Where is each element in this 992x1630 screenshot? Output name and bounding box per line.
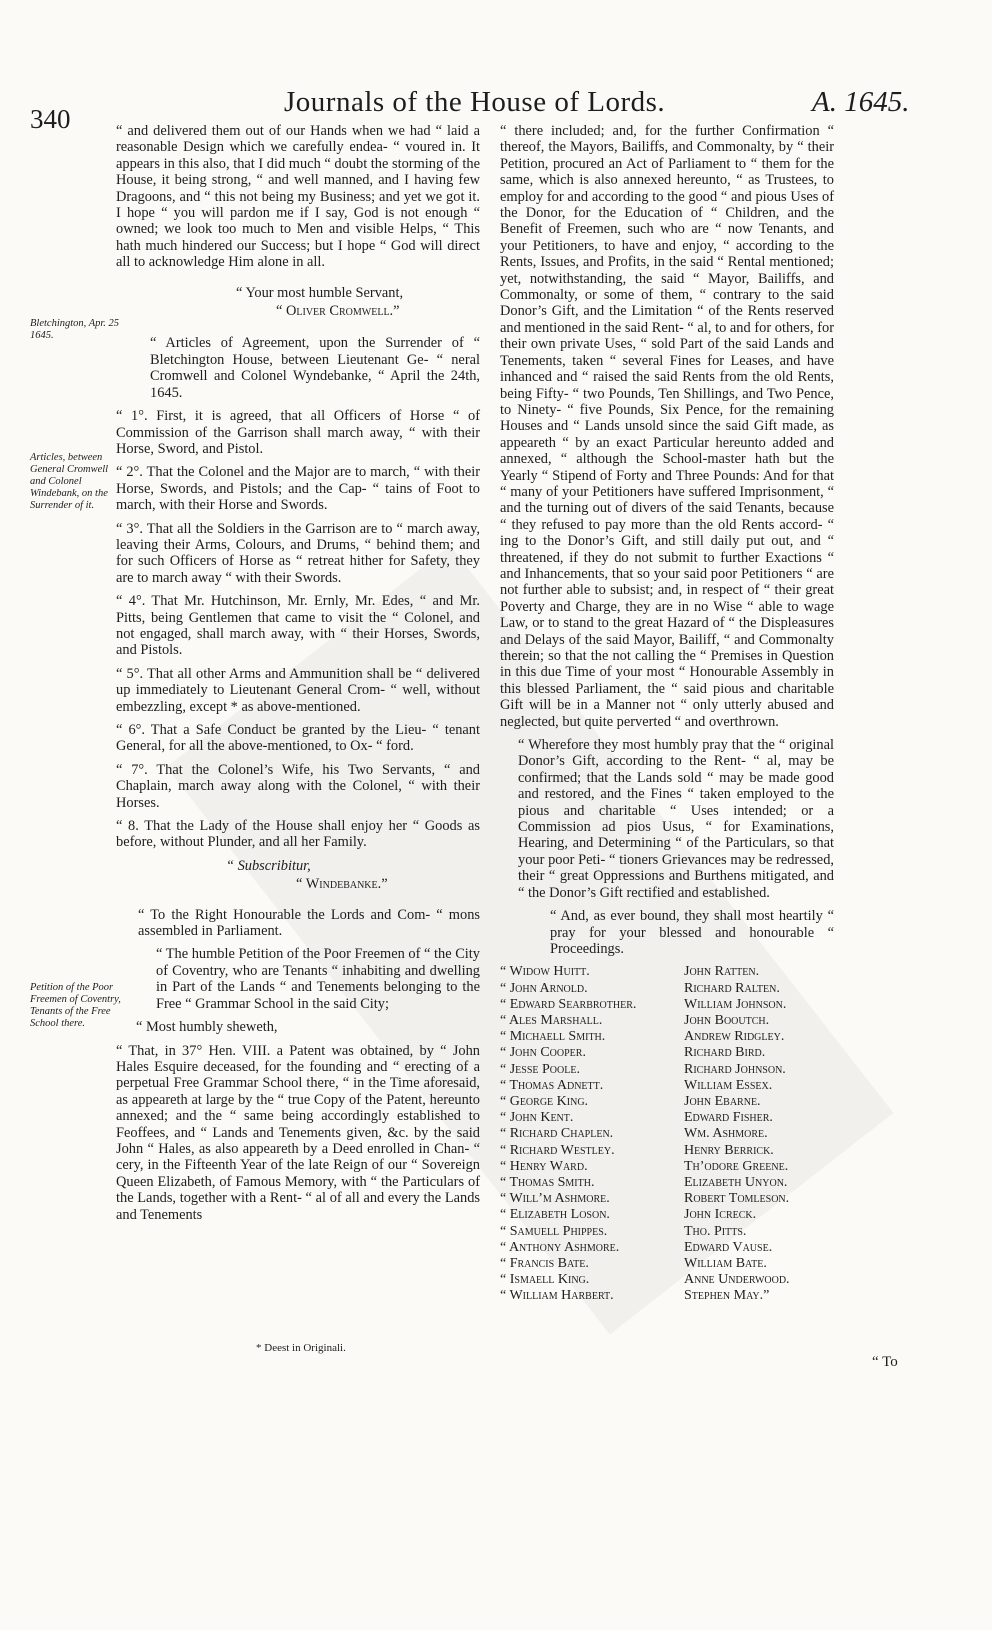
signatory-name: “ Edward Searbrother.: [500, 996, 637, 1012]
signatory-name: “ Richard Chaplen.: [500, 1126, 614, 1142]
article-4: “ 4°. That Mr. Hutchinson, Mr. Ernly, Mr. Edes, “ and Mr. Pitts, being Gentlemen that came to visit the “ Colonel, and not engaged, shall march away, with “ their Horses, Swords, and Pistols.: [116, 593, 480, 659]
signatory-name: “ Francis Bate.: [500, 1255, 589, 1271]
signatory-name: William Essex.: [684, 1077, 773, 1093]
right-column: [500, 123, 834, 1305]
article-1: “ 1°. First, it is agreed, that all Officers of Horse “ of Commission of the Garrison shall march away, “ with their Horse, Sword, and Pistol.: [116, 408, 480, 457]
signatory-name: Richard Ralten.: [684, 980, 780, 996]
signatory-name: William Johnson.: [684, 996, 787, 1012]
signature-servant: “ Your most humble Servant,: [236, 284, 404, 301]
signatory-name: “ Elizabeth Loson.: [500, 1207, 610, 1223]
signatory-name: “ Thomas Adnett.: [500, 1077, 604, 1093]
signatory-name: Andrew Ridgley.: [684, 1029, 785, 1045]
signatory-name: “ Widow Huitt.: [500, 964, 590, 980]
article-6: “ 6°. That a Safe Conduct be granted by the Lieu- “ tenant General, for all the above-mentioned, to Ox- “ ford.: [116, 722, 480, 755]
page-number: 340: [30, 104, 71, 134]
signatory-name: Edward Fisher.: [684, 1110, 773, 1126]
article-8: “ 8. That the Lady of the House shall enjoy her “ Goods as before, without Plunder, and all her Family.: [116, 818, 480, 851]
article-5: “ 5°. That all other Arms and Ammunition shall be “ delivered up immediately to Lieutenant General Crom- “ well, without embezzling, except * as above-mentioned.: [116, 665, 480, 715]
signatory-name: “ Henry Ward.: [500, 1158, 588, 1174]
signatory-name: “ John Arnold.: [500, 980, 588, 996]
subscribitur: “ Subscribitur,: [226, 857, 311, 874]
continuation-paragraph: “ there included; and, for the further Confirmation “ thereof, the Mayors, Bailiffs, and Commonalty, by “ their Petition, procured an Act of Parliament to “ them for the same, which is also annexed hereunto, “ as Trustees, to employ for and according to the good “ and pious Uses of the Donor, for the Education of “ Children, and the Benefit of Freemen, such who are “ now Tenants, and your Petitioners, to have and enjoy, “ according to the Rents, Issues, and Profits, in the said “ Rental mentioned; yet, notwithstanding, the said “ Mayor, Bailiffs, and Commonalty, or some of them, “ contrary to the said Donor’s Gift, and the Limitation “ of the Rents reserved and mentioned in the said Rent- “ al, to and for others, for their own private Uses, “ sold Part of the said Lands and Tenements, taken “ several Fines for Leases, and have inhanced and “ raised the said Rents from the old Rents, being Fifty- “ two Pounds, Ten Shillings, and Two Pence, to Ninety- “ five Pounds, Six Pence, for the remaining Houses and “ Lands unsold since the said Gift made, as appeareth “ by an exact Particular hereunto added and annexed, “ although the School-master hath but the Yearly “ Stipend of Forty and Three Pounds: And for that “ many of your Petitioners have suffered Imprisonment, “ and the turning out of divers of the said Tenants, because “ they refused to pay more than the old Rents accord- “ ing to the Donor’s Gift, and still daily put out, and “ threatened, if they do not submit to further Exactions “ and Inhancements, that so your said poor Petitioners “ are not further able to subsist; and, in respect of “ their great Poverty and Charge, they are in no Wise “ able to wage Law, or to stand to the great Hazard of “ the Displeasures and Delays of the said Mayor, Bailiff, “ and Commonalty therein; so that the not calling the “ Premises in Question in this due Time of your most “ Honourable Assembly in this blessed Parliament, the “ said pious and charitable Gift will be in a Manner not “ only utterly abused and neglected, but quite perverted “ and overthrown.: [500, 123, 834, 730]
articles-heading: “ Articles of Agreement, upon the Surrender of “ Bletchington House, between Lieutenant Ge- “ neral Cromwell and Colonel Wyndebanke, “ April the 24th, 1645.: [150, 335, 480, 401]
signatory-name: “ Michaell Smith.: [500, 1029, 606, 1045]
signatory-name: Edward Vause.: [684, 1239, 773, 1255]
petition-address: “ To the Right Honourable the Lords and Com- “ mons assembled in Parliament.: [138, 906, 480, 940]
page-title: Journals of the House of Lords.: [284, 86, 666, 118]
signatory-name: Elizabeth Unyon.: [684, 1174, 788, 1190]
margin-note-petition: Petition of the Poor Freemen of Coventry, Tenants of the Free School there.: [30, 982, 121, 1029]
letter-paragraph: “ and delivered them out of our Hands when we had “ laid a reasonable Design which we carefully endea- “ voured in. It appears in this also, that I did much “ doubt the storming of the House, it being strong, “ and well manned, and I having few Dragoons, and “ this not being my Business; and yet we got it. I hope “ you will pardon me if I say, God is not enough “ owned; we look too much to Men and visible Helps, “ This hath much hindered our Success; but I hope “ God will direct all to acknowledge Him alone in all.: [116, 123, 480, 271]
prayer-paragraph: “ Wherefore they most humbly pray that the “ original Donor’s Gift, according to the Rent- “ al, may be confirmed; that the Lands sold “ may be made good and restored, and the Fines “ taken employed to the pious and charitable “ Uses intended; or a Commission ad pios Usus, “ for Examinations, Hearing, and Determining “ of the Particulars, so that your poor Peti- “ tioners Grievances may be redressed, their “ great Oppressions and Burthens mitigated, and “ the Donor’s Gift rectified and established.: [518, 737, 834, 901]
signatory-name: John Icreck.: [684, 1207, 757, 1223]
signatory-name: “ Samuell Phippes.: [500, 1223, 608, 1239]
signatory-name: “ Will’m Ashmore.: [500, 1191, 610, 1207]
petition-title: “ The humble Petition of the Poor Freemen of “ the City of Coventry, who are Tenants “ inhabiting and dwelling in Part of the Lands “ and Tenements belonging to the Free “ Grammar School in the said City;: [156, 946, 480, 1012]
signatory-name: “ John Cooper.: [500, 1045, 586, 1061]
margin-note-date: Bletchington, Apr. 25 1645.: [30, 318, 120, 341]
signatory-name: Th’odore Greene.: [684, 1158, 789, 1174]
signatory-name: Henry Berrick.: [684, 1142, 774, 1158]
signatory-name: Anne Underwood.: [684, 1272, 790, 1288]
signatories-list: [500, 964, 834, 1304]
left-column: [116, 123, 480, 1230]
signatory-name: Tho. Pitts.: [684, 1223, 747, 1239]
margin-note-articles: Articles, between General Cromwell and Colonel Windebank, on the Surrender of it.: [30, 452, 109, 511]
signature-cromwell: “ Oliver Cromwell.”: [276, 303, 400, 320]
signature-windebanke: “ Windebanke.”: [296, 876, 388, 893]
signatory-name: Stephen May.”: [684, 1288, 770, 1304]
signatory-name: William Bate.: [684, 1255, 767, 1271]
signatory-name: Richard Johnson.: [684, 1061, 786, 1077]
signatory-name: “ William Harbert.: [500, 1288, 614, 1304]
article-2: “ 2°. That the Colonel and the Major are to march, “ with their Horse, Swords, and Pistols; and the Cap- “ tains of Foot to march, with their Horse and Swords.: [116, 464, 480, 514]
patent-paragraph: “ That, in 37° Hen. VIII. a Patent was obtained, by “ John Hales Esquire deceased, for the founding and “ erecting of a perpetual Free Grammar School there, “ in the Time aforesaid, as appeareth at large by the “ true Copy of the Patent, hereunto annexed; and the “ same being accordingly established to Feoffees, and “ Lands and Tenements given, &c. by the said John “ Hales, as also appeareth by a Deed enrolled in Chan- “ cery, in the Fifteenth Year of the late Reign of our “ Sovereign Queen Elizabeth, of Famous Memory, with “ the Particulars of the Lands, together with a Rent- “ al of all and every the Lands and Tenements: [116, 1042, 480, 1223]
article-3: “ 3°. That all the Soldiers in the Garrison are to “ march away, leaving their Arms, Colours, and Drums, “ behind them; and for such Officers of Horse as “ retreat hither for Safety, they are to march away “ with their Swords.: [116, 520, 480, 586]
signatory-name: “ Ismaell King.: [500, 1272, 590, 1288]
signatory-name: “ Jesse Poole.: [500, 1061, 580, 1077]
signatory-name: John Booutch.: [684, 1012, 770, 1028]
signatory-name: Wm. Ashmore.: [684, 1126, 768, 1142]
article-7: “ 7°. That the Colonel’s Wife, his Two Servants, “ and Chaplain, march away along with the Colonel, “ with their Horses.: [116, 761, 480, 811]
sheweth: “ Most humbly sheweth,: [136, 1019, 278, 1036]
signatory-name: John Ratten.: [684, 964, 760, 980]
signatory-name: “ Thomas Smith.: [500, 1174, 595, 1190]
signatory-name: John Ebarne.: [684, 1093, 761, 1109]
signatory-name: “ Anthony Ashmore.: [500, 1239, 620, 1255]
signatory-name: Robert Tomleson.: [684, 1191, 790, 1207]
signatory-name: Richard Bird.: [684, 1045, 766, 1061]
catchword: “ To: [872, 1354, 898, 1370]
signatory-name: “ John Kent.: [500, 1110, 574, 1126]
page-year: A. 1645.: [812, 86, 910, 118]
footnote: * Deest in Originali.: [256, 1342, 346, 1354]
signatory-name: “ Ales Marshall.: [500, 1012, 603, 1028]
ever-bound-paragraph: “ And, as ever bound, they shall most heartily “ pray for your blessed and honourable “ Proceedings.: [550, 908, 834, 957]
signatory-name: “ Richard Westley.: [500, 1142, 615, 1158]
signatory-name: “ George King.: [500, 1093, 589, 1109]
